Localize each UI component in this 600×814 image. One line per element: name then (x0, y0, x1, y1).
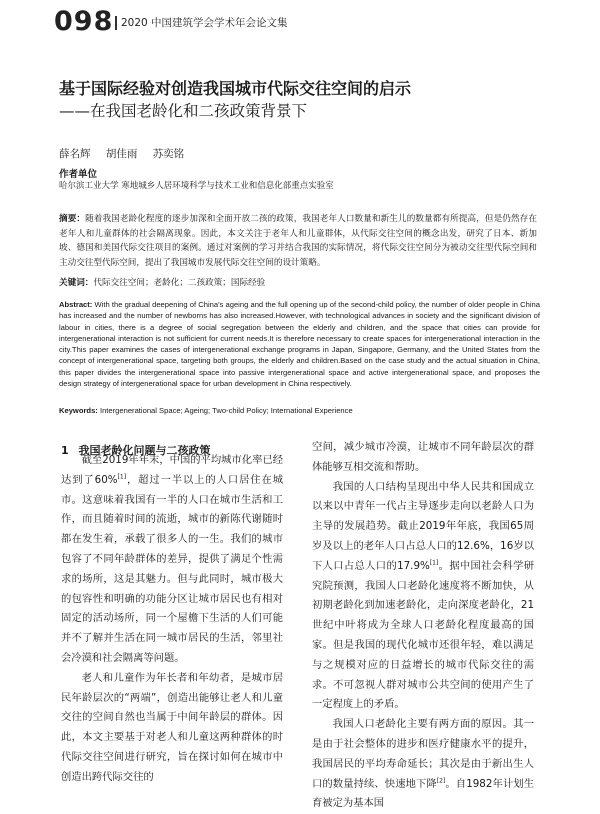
abstract-chinese (59, 212, 537, 270)
body-paragraph (312, 715, 534, 814)
body-paragraph (312, 478, 534, 716)
paragraph-text: ，超过一半以上的人口居住在城市。这意味着我国有一半的人口在城市生活和工作，而且随着时间的流逝，城市的新陈代谢随时都在发生着，承载了很多人的一生。我们的城市包容了不同年龄群体的差异，提供了满足个性需求的场所，这是其魅力。但与此同时，城市极大的包容性和明确的功能分区让城市居民也有相对固定的活动场所，同一个屋檐下生活的人们可能并不了解并生活在同一城市居民的生活，邻里社会冷漠和社会隔离等问题。 (61, 473, 284, 664)
paragraph-text: 空间，减少城市冷漠，让城市不同年龄层次的群体能够互相交流和帮助。 (312, 441, 534, 473)
paragraph-text: 。自1982年计划生育被定为基本国 (312, 777, 534, 810)
abstract-en-label: Abstract: (59, 300, 93, 309)
page-number: 098 (54, 6, 114, 37)
paragraph-text: 。据中国社会科学研究院预测，我国人口老龄化速度将不断加快，从初期老龄化到加速老龄化，走向深度老龄化，21世纪中叶将成为全球人口老龄化程度最高的国家。但是我国的现代化城市还很年轻，难以满足与之规模对应的日益增长的城市代际交往的需求。不可忽视人群对城市公共空间的使用产生了一定程度上的矛盾。 (312, 559, 535, 711)
header-divider (115, 16, 117, 30)
author-name: 苏奕铭 (152, 148, 185, 160)
citation-ref: [1] (117, 473, 127, 481)
keywords-english (59, 406, 353, 415)
paragraph-text: 我国人口老龄化主要有两方面的原因。其一是由于社会整体的进步和医疗健康水平的提升，我国居民的平均寿命延长；其次是由于新出生人口的数量持续、快速地下降 (312, 718, 534, 790)
citation-ref: [2] (436, 777, 446, 785)
author-name: 薛名辉 (59, 148, 91, 160)
paragraph-text: 截至2019年年末，中国的平均城市化率已经达到了60% (61, 454, 283, 486)
author-name: 胡佳雨 (105, 148, 138, 160)
body-column-left (61, 451, 283, 788)
paper-subtitle: ——在我国老龄化和二孩政策背景下 (59, 102, 308, 120)
abstract-en-text: With the gradual deepening of China's ageing and the full opening up of the second-child policy, the number of older people in China has increased and the number of newborns has also increased.However, with technological advances in society and the significant division of labour in cities, there is a degree of social segregation between the elderly and children, and the space that cities can provide for intergenerational interaction is not sufficient for current needs.It is therefore necessary to create spaces for intergenerational interaction in the city.This paper examines the cases of intergenerational exchange programs in Japan, Singapore, Germany, and the United States from the concept of intergenerational space, targeting both groups, the elderly and children.Based on the case study and the actual situation in China, this paper divides the intergenerational space into passive intergenerational space and active intergenerational space, and proposes the design strategy of intergenerational space for urban development in China respectively. (59, 300, 540, 389)
author-list (59, 146, 184, 161)
keywords-chinese (59, 276, 265, 288)
keywords-en-label: Keywords: (59, 406, 98, 415)
affiliation-text: 哈尔滨工业大学 寒地城乡人居环境科学与技术工业和信息化部重点实验室 (59, 181, 334, 191)
paragraph-text: 老人和儿童作为年长者和年幼者，是城市居民年龄层次的“两端”，创造出能够让老人和儿童交往的空间自然也当属于中间年龄层的群体。因此，本文主要基于对老人和儿童这两种群体的时代际交往空间进行研究，旨在探讨如何在城市中创造出跨代际交往的 (61, 671, 283, 783)
citation-ref: [1] (429, 559, 439, 567)
abstract-cn-text: 随着我国老龄化程度的逐步加深和全面开放二孩的政策，我国老年人口数量和新生儿的数量都有所提高，但是仍然存在老年人和儿童群体的社会隔离现象。因此，本文关注于老年人和儿童群体，从代际交往空间的概念出发，研究了日本、新加坡、德国和美国代际交往项目的案例。通过对案例的学习并结合我国的实际情况，将代际交往空间分为被动交往型代际空间和主动交往型代际空间，提出了我国城市发展代际交往空间的设计策略。 (59, 214, 537, 268)
body-paragraph (61, 669, 283, 788)
section-title: 我国老龄化问题与二孩政策 (78, 444, 211, 457)
body-paragraph (312, 438, 534, 478)
keywords-en-text: Intergenerational Space; Ageing; Two-child Policy; International Experience (99, 406, 353, 415)
abstract-cn-label: 摘要： (59, 214, 86, 224)
body-paragraph (61, 451, 283, 669)
page-header (54, 6, 574, 36)
keywords-cn-text: 代际交往空间；老龄化；二孩政策；国际经验 (93, 278, 266, 288)
running-header-conference: 2020 中国建筑学会学术年会论文集 (121, 17, 288, 29)
affiliation-label: 作者单位 (59, 169, 98, 180)
body-column-right (312, 438, 534, 814)
paragraph-text: 我国的人口结构呈现出中华人民共和国成立以来以中青年一代占主导逐步走向以老龄人口为主导的发展趋势。截止2019年年底，我国65周岁及以上的老年人口占总人口的12.6%，16岁以下人口占总人口的17.9% (312, 480, 534, 572)
paper-title: 基于国际经验对创造我国城市代际交往空间的启示 (59, 79, 412, 98)
abstract-english (59, 299, 540, 389)
section-number: 1 (61, 444, 69, 457)
keywords-cn-label: 关键词： (59, 278, 94, 288)
